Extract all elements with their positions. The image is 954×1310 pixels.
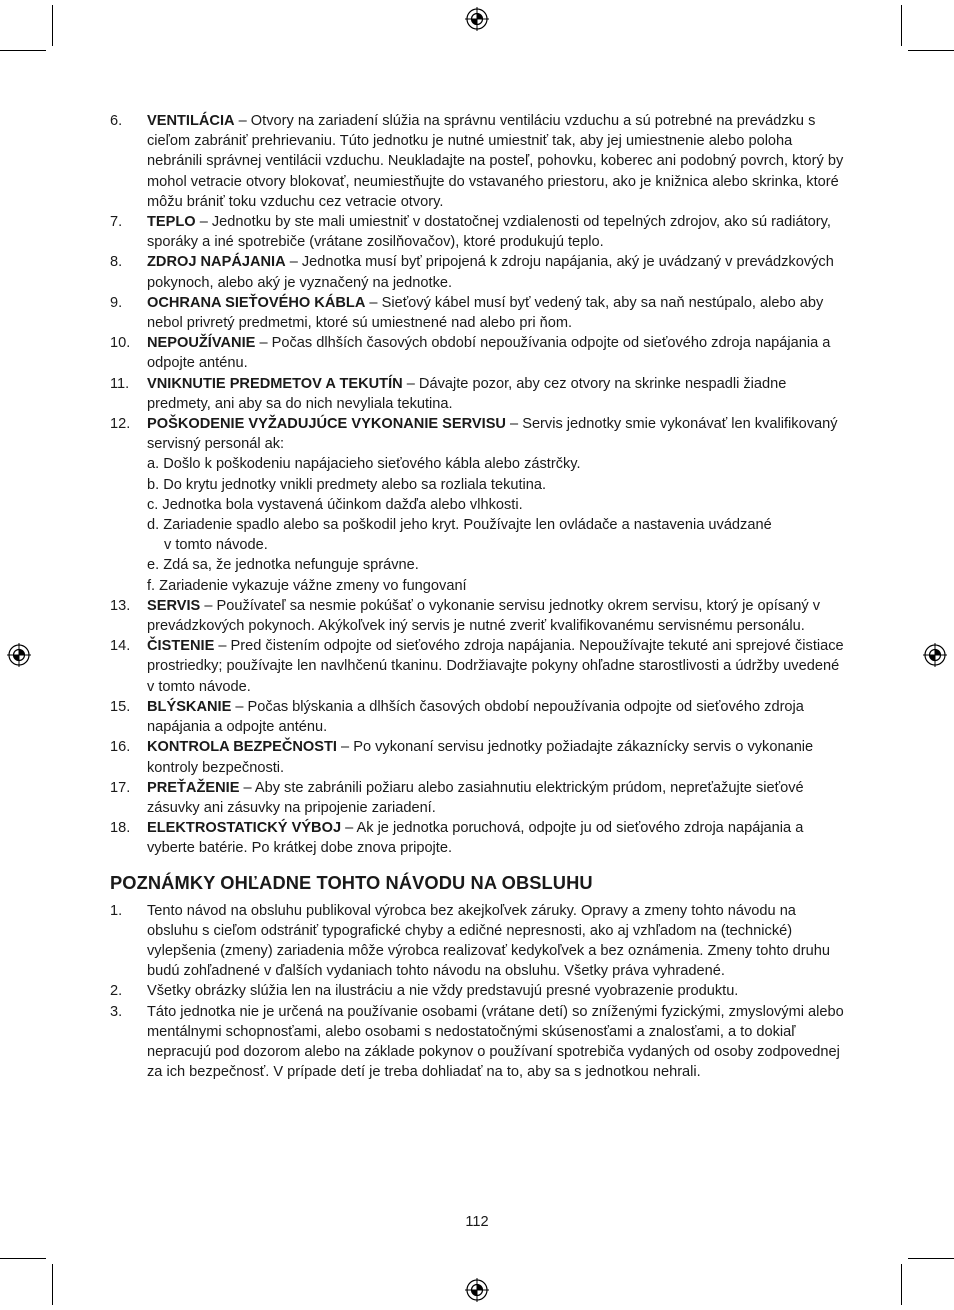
sub-list-item: f. Zariadenie vykazuje vážne zmeny vo fungovaní bbox=[147, 577, 467, 594]
crop-mark bbox=[0, 1258, 46, 1259]
sub-list-item: e. Zdá sa, že jednotka nefunguje správne. bbox=[147, 557, 419, 574]
item-title: VENTILÁCIA bbox=[147, 113, 235, 129]
item-number: 12. bbox=[110, 416, 131, 433]
item-title: POŠKODENIE VYŽADUJÚCE VYKONANIE SERVISU bbox=[147, 416, 506, 433]
list-item bbox=[110, 737, 846, 777]
item-title: PREŤAŽENIE bbox=[147, 779, 240, 796]
item-number: 13. bbox=[110, 597, 131, 614]
item-title: OCHRANA SIEŤOVÉHO KÁBLA bbox=[147, 294, 366, 311]
list-item bbox=[110, 778, 846, 818]
registration-mark-icon bbox=[923, 643, 947, 667]
item-title: VNIKNUTIE PREDMETOV A TEKUTÍN bbox=[147, 375, 403, 392]
item-text: – Servis jednotky smie vykonávať len kvalifikovaný servisný personál ak: bbox=[147, 416, 838, 453]
item-number: 15. bbox=[110, 698, 131, 715]
list-item bbox=[110, 697, 846, 737]
crop-mark bbox=[0, 50, 46, 51]
crop-mark bbox=[52, 1264, 53, 1305]
item-title: ZDROJ NAPÁJANIA bbox=[147, 254, 286, 271]
item-text: – Ak je jednotka poruchová, odpojte ju od sieťového zdroja napájania a vyberte batérie. Po krátkej dobe znova pripojte. bbox=[147, 820, 804, 857]
item-title: SERVIS bbox=[147, 597, 201, 614]
list-item bbox=[110, 414, 846, 454]
page-number: 112 bbox=[465, 1214, 489, 1230]
item-title: BLÝSKANIE bbox=[147, 698, 232, 715]
registration-mark-icon bbox=[7, 643, 31, 667]
crop-mark bbox=[52, 5, 53, 46]
item-number: 8. bbox=[110, 254, 123, 271]
item-text: – Počas dlhších časových období nepoužívania odpojte od sieťového zdroja napájania a odpojte anténu. bbox=[147, 335, 831, 372]
list-item bbox=[110, 901, 846, 982]
list-item bbox=[110, 596, 846, 636]
sub-list-item: b. Do krytu jednotky vnikli predmety alebo sa rozliala tekutina. bbox=[147, 476, 547, 493]
list-item bbox=[110, 252, 846, 292]
sub-list-item: d. Zariadenie spadlo alebo sa poškodil jeho kryt. Používajte len ovládače a nastavenia uvádzané v tomto návode. bbox=[110, 515, 846, 555]
list-item bbox=[110, 212, 846, 252]
item-title: ELEKTROSTATICKÝ VÝBOJ bbox=[147, 820, 342, 837]
item-title: NEPOUŽÍVANIE bbox=[147, 335, 256, 352]
list-item bbox=[110, 293, 846, 333]
crop-mark bbox=[908, 1258, 954, 1259]
crop-mark bbox=[901, 1264, 902, 1305]
registration-mark-icon bbox=[465, 7, 489, 31]
item-number: 11. bbox=[110, 375, 130, 392]
item-title: KONTROLA BEZPEČNOSTI bbox=[147, 739, 337, 756]
item-text: – Otvory na zariadení slúžia na správnu ventiláciu vzduchu a sú potrebné na prevádzku s cieľom zabrániť prehrievaniu. Túto jednotku je nutné umiestniť tak, aby jej umiestnenie alebo poloha nebránili správnej ventilácii vzduchu. Neukladajte na posteľ, pohovku, koberec ani podobný povrch, ktorý by mohol vetracie otvory blokovať, neumiestňujte do vstavaného priestoru, ako je knižnica alebo skrinka, ktoré môžu brániť toku vzduchu cez vetracie otvory. bbox=[147, 113, 844, 210]
list-item bbox=[110, 333, 846, 373]
list-item bbox=[110, 1002, 846, 1083]
item-number: 10. bbox=[110, 335, 131, 352]
crop-mark bbox=[901, 5, 902, 46]
item-number: 1. bbox=[110, 902, 123, 919]
sub-list-item: c. Jednotka bola vystavená účinkom dažďa alebo vlhkosti. bbox=[147, 496, 523, 513]
registration-mark-icon bbox=[465, 1278, 489, 1302]
item-text: – Používateľ sa nesmie pokúšať o vykonanie servisu jednotky okrem servisu, ktorý je opísaný v prevádzkových pokynoch. Akýkoľvek iný servis je nutné zveriť kvalifikovanému servisnému personálu. bbox=[147, 597, 820, 635]
item-text: – Jednotka musí byť pripojená k zdroju napájania, aký je uvádzaný v prevádzkových pokynoch, alebo aký je vyznačený na jednotke. bbox=[147, 254, 834, 291]
item-text: Táto jednotka nie je určená na používanie osobami (vrátane detí) so zníženými fyzickými, zmyslovými alebo mentálnymi schopnosťami, alebo osobami s nedostatočnými skúsenosťami a znalosťami, a to dokiaľ nepracujú pod dozorom alebo na základe pokynov o používaní spotrebiča vydaných od osoby zodpovednej za ich bezpečnosť. V prípade detí je treba dohliadať na to, aby sa s jednotkou nehrali. bbox=[147, 1003, 844, 1081]
item-number: 7. bbox=[110, 214, 123, 231]
item-text: – Jednotku by ste mali umiestniť v dostatočnej vzdialenosti od tepelných zdrojov, ako sú radiátory, sporáky a iné spotrebiče (vrátane zosilňovačov), ktoré produkujú teplo. bbox=[147, 214, 831, 251]
list-item bbox=[110, 374, 846, 414]
list-item bbox=[110, 981, 846, 1001]
item-number: 2. bbox=[110, 983, 123, 1000]
item-number: 17. bbox=[110, 779, 131, 796]
item-text: Všetky obrázky slúžia len na ilustráciu a nie vždy predstavujú presné vyobrazenie produktu. bbox=[147, 983, 739, 1000]
item-text: – Aby ste zabránili požiaru alebo zasiahnutiu elektrickým prúdom, nepreťažujte sieťové zásuvky ani zásuvky na pripojenie zariadení. bbox=[147, 779, 804, 816]
crop-mark bbox=[908, 50, 954, 51]
item-number: 14. bbox=[110, 638, 131, 655]
item-text: – Pred čistením odpojte od sieťového zdroja napájania. Nepoužívajte tekuté ani sprejové čistiace prostriedky; používajte len navlhčenú tkaninu. Dodržiavajte pokyny ohľadne starostlivosti a údržby uvedené v tomto návode. bbox=[147, 638, 844, 695]
item-number: 6. bbox=[110, 113, 123, 129]
item-title: TEPLO bbox=[147, 214, 196, 231]
item-title: ČISTENIE bbox=[147, 638, 215, 655]
item-text: – Po vykonaní servisu jednotky požiadajte zákaznícky servis o vykonanie kontroly bezpečnosti. bbox=[147, 739, 814, 776]
list-item bbox=[110, 636, 846, 697]
item-text: – Počas blýskania a dlhších časových období nepoužívania odpojte od sieťového zdroja napájania a odpojte anténu. bbox=[147, 698, 804, 736]
item-number: 18. bbox=[110, 820, 131, 837]
item-number: 3. bbox=[110, 1003, 123, 1020]
item-text: Tento návod na obsluhu publikoval výrobca bez akejkoľvek záruky. Opravy a zmeny tohto návodu na obsluhu s cieľom odstrániť typografické chyby a edičné nepresnosti, ako aj vzhľadom na (technické) vylepšenia (zmeny) zariadenia môže výrobca realizovať kedykoľvek a bez oznámenia. Zmeny tohto druhu budú zohľadnené v ďalších vydaniach tohto návodu na obsluhu. Všetky práva vyhradené. bbox=[147, 902, 830, 980]
item-number: 16. bbox=[110, 739, 131, 756]
sub-item-continuation: v tomto návode. bbox=[164, 537, 268, 554]
item-text: – Dávajte pozor, aby cez otvory na skrinke nespadli žiadne predmety, ani aby sa do nich nevyliala tekutina. bbox=[147, 375, 787, 412]
list-item bbox=[110, 111, 846, 212]
list-item bbox=[110, 818, 846, 858]
item-number: 9. bbox=[110, 294, 123, 311]
sub-list-item: a. Došlo k poškodeniu napájacieho sieťového kábla alebo zástrčky. bbox=[147, 456, 581, 473]
item-text: – Sieťový kábel musí byť vedený tak, aby sa naň nestúpalo, alebo aby nebol privretý predmetmi, ktoré sú umiestnené nad alebo pri ňom. bbox=[147, 294, 824, 332]
page-content bbox=[110, 111, 846, 1082]
section-heading: POZNÁMKY OHĽADNE TOHTO NÁVODU NA OBSLUHU bbox=[110, 871, 593, 893]
